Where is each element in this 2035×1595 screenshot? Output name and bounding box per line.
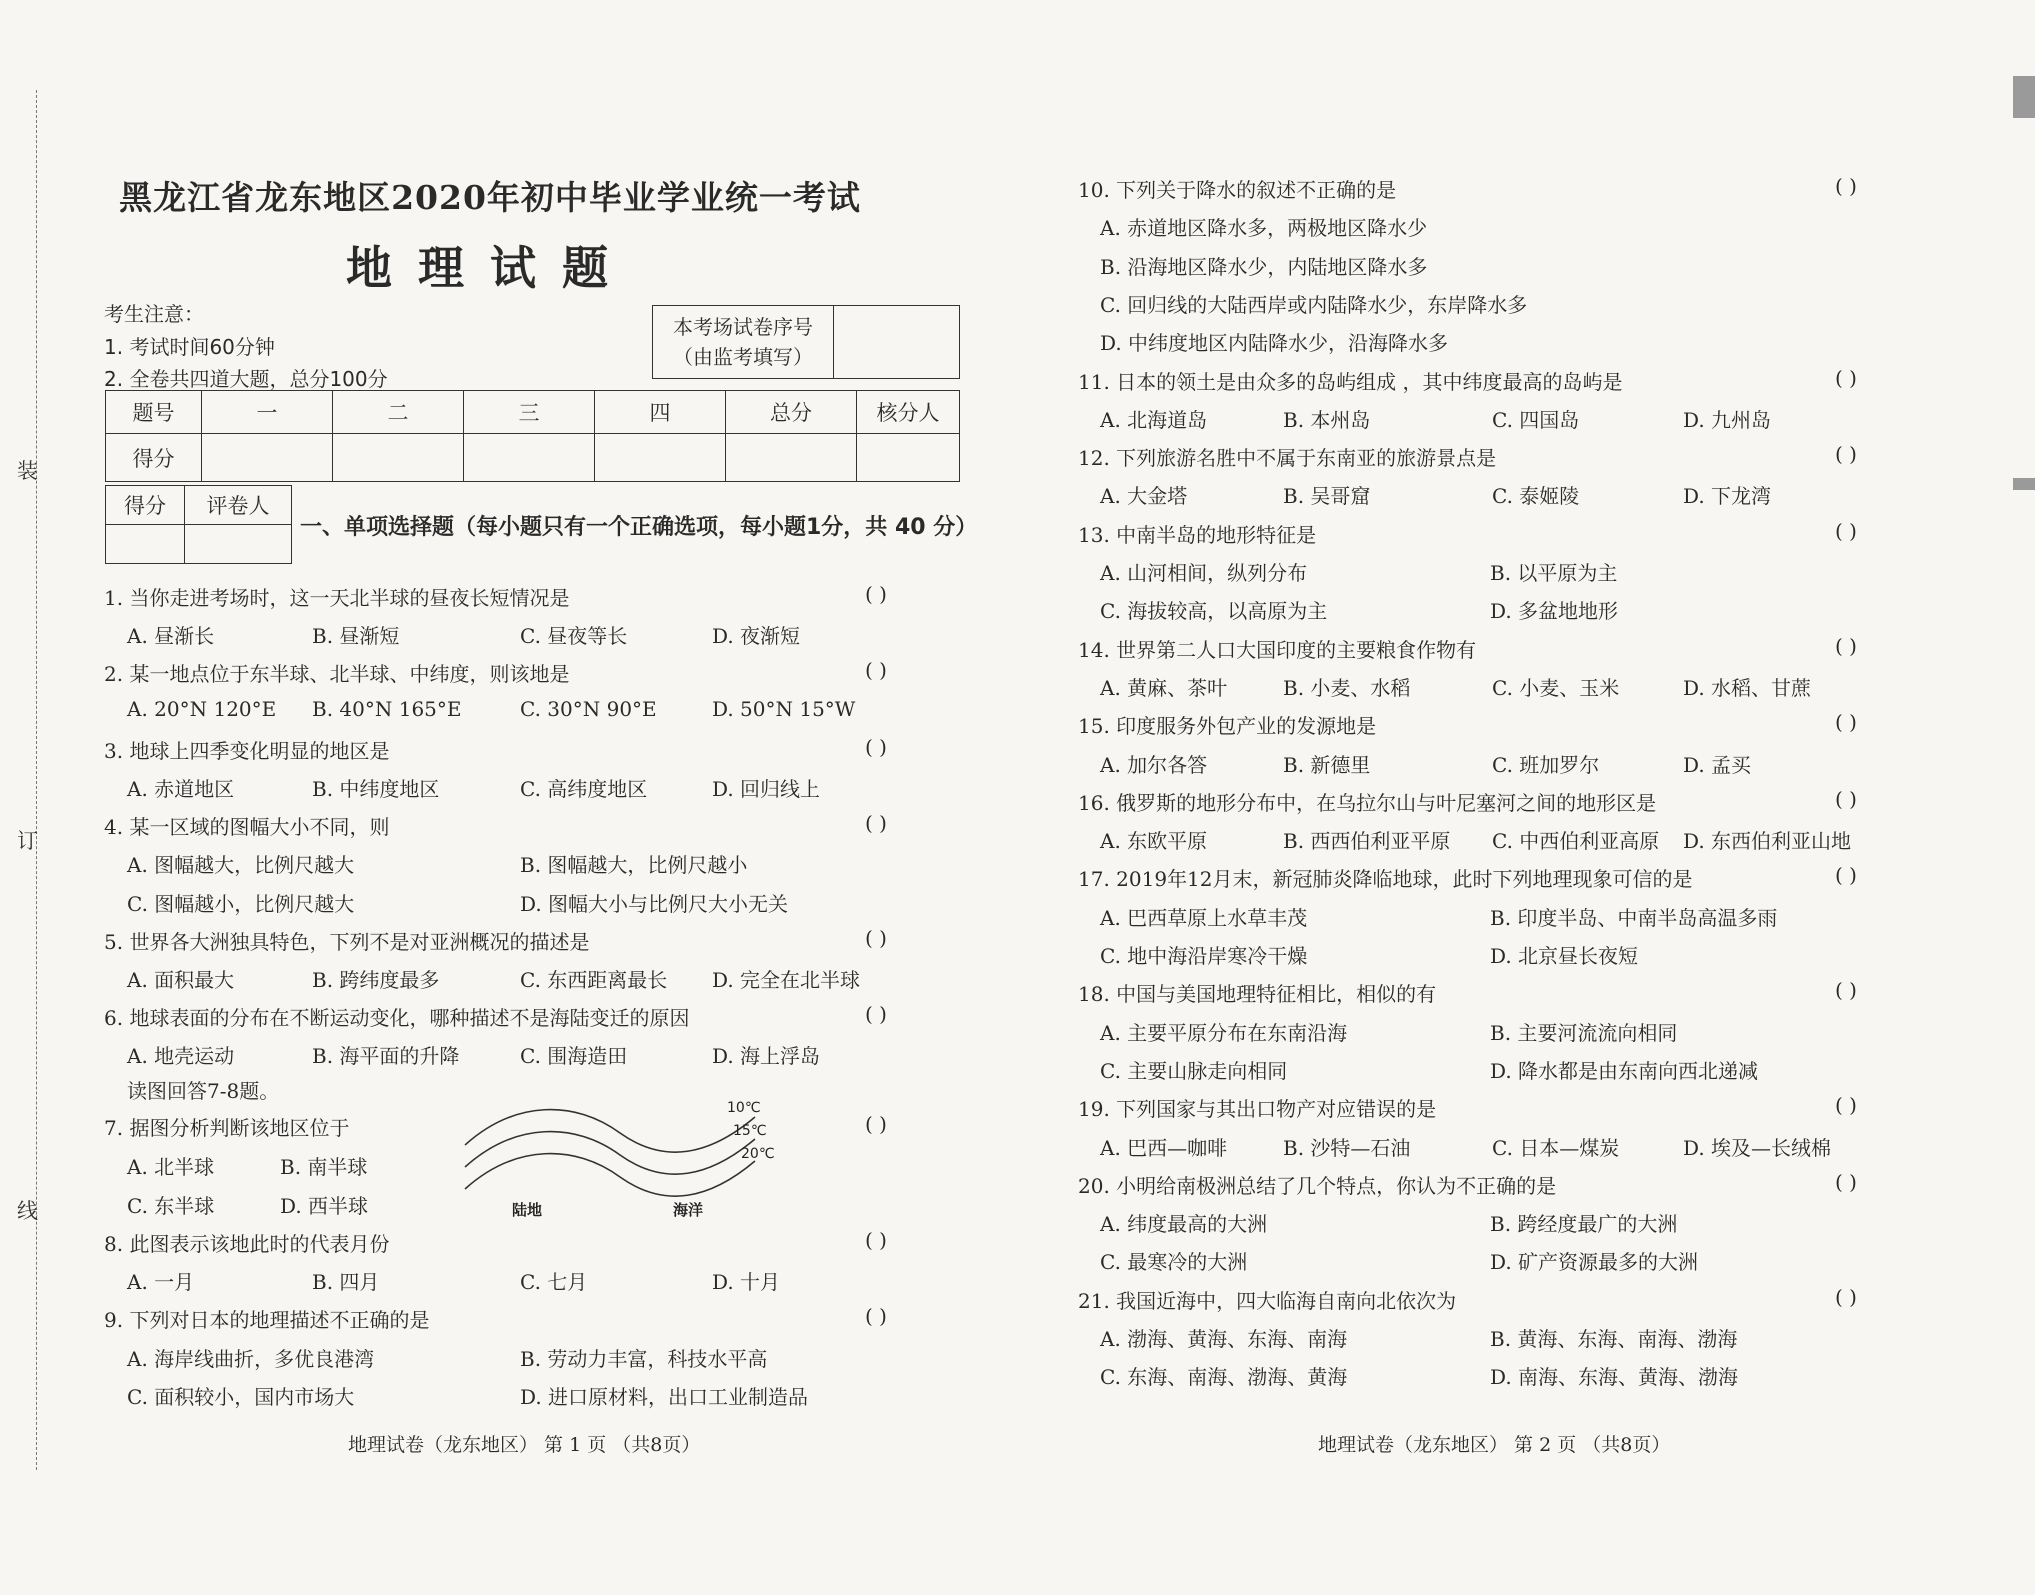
question-stem-8: 8. 此图表示该地此时的代表月份 (104, 1232, 390, 1256)
q8-option-b: B. 四月 (312, 1270, 380, 1294)
q1-option: B. 昼渐短 (312, 624, 400, 649)
score-table-header-row (106, 391, 960, 434)
right-page (1040, 0, 2035, 1595)
question-stem-20: 20. 小明给南极洲总结了几个特点，你认为不正确的是 (1078, 1173, 1557, 1198)
sea-label: 海洋 (673, 1201, 704, 1219)
q8-option-a: A. 一月 (127, 1270, 195, 1294)
answer-blank-11[interactable]: ( ) (1835, 365, 1857, 390)
q3-option: A. 赤道地区 (127, 777, 235, 801)
q18-option: D. 降水都是由东南向西北递减 (1490, 1058, 1759, 1083)
isotherm-line-15 (465, 1132, 755, 1175)
question-stem-14: 14. 世界第二人口大国印度的主要粮食作物有 (1078, 637, 1477, 662)
q1-option: A. 昼渐长 (127, 624, 215, 649)
q11-option: C. 四国岛 (1492, 407, 1580, 432)
binding-char-xian: 线 (17, 1199, 38, 1223)
question-stem-6: 6. 地球表面的分布在不断运动变化，哪种描述不是海陆变迁的原因 (104, 1006, 690, 1031)
q21-option: D. 南海、东海、黄海、渤海 (1490, 1365, 1739, 1390)
isotherm-line-20 (465, 1154, 755, 1197)
question-stem-13: 13. 中南半岛的地形特征是 (1078, 522, 1317, 547)
q10-option: B. 沿海地区降水少，内陆地区降水多 (1100, 254, 1428, 279)
grader-table (105, 485, 292, 564)
question-stem-1: 1. 当你走进考场时，这一天北半球的昼夜长短情况是 (104, 586, 570, 610)
exam-title: 黑龙江省龙东地区2020年初中毕业学业统一考试 (119, 178, 861, 217)
q2-option: A. 20°N 120°E (127, 696, 277, 721)
footer-page-2: 地理试卷（龙东地区） 第 2 页 （共8页） (1318, 1434, 1671, 1456)
score-row-label: 得分 (106, 434, 202, 482)
q14-option: D. 水稻、甘蔗 (1683, 675, 1812, 700)
q19-option: D. 埃及—长绒棉 (1683, 1135, 1832, 1160)
q16-option: B. 西西伯利亚平原 (1283, 829, 1451, 854)
isotherm-figure (455, 1095, 795, 1225)
q3-option: D. 回归线上 (712, 777, 821, 801)
q12-option: D. 下龙湾 (1683, 484, 1772, 509)
exam-code-box (652, 305, 960, 379)
answer-blank-8[interactable]: ( ) (865, 1228, 887, 1252)
q10-option: C. 回归线的大陆西岸或内陆降水少，东岸降水多 (1100, 292, 1528, 317)
grader-reviewer-cell[interactable] (185, 525, 292, 564)
score-table-score-row (106, 434, 960, 482)
q5-option: D. 完全在北半球 (712, 968, 861, 992)
code-box-value[interactable] (834, 306, 960, 379)
q10-option: A. 赤道地区降水多，两极地区降水少 (1100, 216, 1428, 241)
q20-option: A. 纬度最高的大洲 (1100, 1212, 1268, 1237)
score-cell[interactable] (857, 434, 960, 482)
q6-option: C. 围海造田 (520, 1044, 628, 1069)
q1-option: D. 夜渐短 (712, 624, 801, 649)
grader-score-cell[interactable] (106, 525, 185, 564)
edge-tab (2013, 76, 2035, 118)
q13-option: D. 多盆地地形 (1490, 599, 1619, 624)
notice-item-1: 1. 考试时间60分钟 (104, 335, 275, 359)
subject-title: 地理试题 (346, 241, 634, 295)
grader-header-score: 得分 (106, 486, 185, 525)
q11-option: D. 九州岛 (1683, 407, 1772, 432)
q17-option: A. 巴西草原上水草丰茂 (1100, 905, 1308, 930)
binding-char-ding: 订 (17, 829, 38, 853)
q13-option: B. 以平原为主 (1490, 561, 1618, 585)
q6-option: B. 海平面的升降 (312, 1044, 460, 1069)
q14-option: C. 小麦、玉米 (1492, 675, 1620, 700)
score-header-cell: 四 (595, 391, 726, 434)
q17-option: D. 北京昼长夜短 (1490, 944, 1639, 968)
notice-heading: 考生注意： (104, 302, 204, 326)
q13-option: C. 海拔较高，以高原为主 (1100, 599, 1328, 624)
answer-blank-4[interactable]: ( ) (865, 811, 887, 836)
question-stem-15: 15. 印度服务外包产业的发源地是 (1078, 714, 1377, 739)
notice-item-2: 2. 全卷共四道大题，总分100分 (104, 367, 388, 391)
q4-option: D. 图幅大小与比例尺大小无关 (520, 891, 789, 916)
score-header-cell: 总分 (726, 391, 857, 434)
q16-option: D. 东西伯利亚山地 (1683, 829, 1852, 854)
q2-option: B. 40°N 165°E (312, 696, 462, 721)
read-figure-instruction: 读图回答7-8题。 (127, 1079, 280, 1103)
answer-blank-6[interactable]: ( ) (865, 1002, 887, 1027)
answer-blank-12[interactable]: ( ) (1835, 442, 1857, 467)
question-stem-2: 2. 某一地点位于东半球、北半球、中纬度，则该地是 (104, 662, 570, 687)
isotherm-line-10 (465, 1110, 755, 1153)
q3-option: B. 中纬度地区 (312, 777, 440, 801)
answer-blank-21[interactable]: ( ) (1835, 1284, 1857, 1309)
q8-option-c: C. 七月 (520, 1270, 588, 1294)
code-box-label-1: 本考场试卷序号 (673, 315, 813, 339)
q9-option-b: B. 劳动力丰富，科技水平高 (520, 1347, 768, 1371)
isotherm-label-15: 15℃ (733, 1123, 767, 1139)
q12-option: B. 吴哥窟 (1283, 484, 1371, 509)
question-stem-21: 21. 我国近海中，四大临海自南向北依次为 (1078, 1288, 1457, 1313)
score-header-cell: 一 (202, 391, 333, 434)
q18-option: C. 主要山脉走向相同 (1100, 1058, 1288, 1083)
answer-blank-19[interactable]: ( ) (1835, 1093, 1857, 1118)
score-cell[interactable] (202, 434, 333, 482)
q15-option: C. 班加罗尔 (1492, 752, 1600, 777)
q16-option: C. 中西伯利亚高原 (1492, 829, 1660, 854)
q16-option: A. 东欧平原 (1100, 829, 1208, 854)
q17-option: B. 印度半岛、中南半岛高温多雨 (1490, 905, 1778, 930)
q15-option: A. 加尔各答 (1100, 752, 1208, 777)
q17-option: C. 地中海沿岸寒冷干燥 (1100, 944, 1308, 968)
q18-option: B. 主要河流流向相同 (1490, 1020, 1678, 1045)
q15-option: D. 孟买 (1683, 752, 1752, 777)
grader-header-reviewer: 评卷人 (185, 486, 292, 525)
q18-option: A. 主要平原分布在东南沿海 (1100, 1020, 1348, 1045)
answer-blank-15[interactable]: ( ) (1835, 710, 1857, 735)
q21-option: A. 渤海、黄海、东海、南海 (1100, 1327, 1348, 1351)
score-header-cell: 三 (464, 391, 595, 434)
q5-option: A. 面积最大 (127, 968, 235, 992)
answer-blank-10[interactable]: ( ) (1835, 174, 1857, 198)
q19-option: C. 日本—煤炭 (1492, 1135, 1620, 1160)
q6-option: A. 地壳运动 (127, 1044, 235, 1069)
q4-option: C. 图幅越小，比例尺越大 (127, 891, 355, 916)
question-stem-11: 11. 日本的领土是由众多的岛屿组成 ，其中纬度最高的岛屿是 (1078, 369, 1623, 394)
q3-option: C. 高纬度地区 (520, 777, 648, 801)
question-stem-5: 5. 世界各大洲独具特色，下列不是对亚洲概况的描述是 (104, 929, 590, 954)
question-stem-12: 12. 下列旅游名胜中不属于东南亚的旅游景点是 (1078, 446, 1497, 471)
q19-option: A. 巴西—咖啡 (1100, 1135, 1228, 1160)
q7-option-b: B. 南半球 (280, 1155, 368, 1179)
score-header-cell: 二 (333, 391, 464, 434)
q7-option-d: D. 西半球 (280, 1194, 369, 1218)
question-stem-4: 4. 某一区域的图幅大小不同，则 (104, 815, 390, 840)
answer-blank-5[interactable]: ( ) (865, 925, 887, 950)
q13-option: A. 山河相间，纵列分布 (1100, 561, 1308, 585)
q9-option-a: A. 海岸线曲折，多优良港湾 (127, 1347, 375, 1371)
score-table (105, 390, 960, 482)
answer-blank-2[interactable]: ( ) (865, 658, 887, 683)
answer-blank-20[interactable]: ( ) (1835, 1169, 1857, 1194)
question-stem-7: 7. 据图分析判断该地区位于 (104, 1116, 350, 1140)
question-stem-3: 3. 地球上四季变化明显的地区是 (104, 738, 390, 763)
q11-option: A. 北海道岛 (1100, 407, 1208, 432)
land-label: 陆地 (512, 1201, 543, 1219)
binding-char-zhuang: 装 (17, 459, 38, 483)
q21-option: B. 黄海、东海、南海、渤海 (1490, 1327, 1738, 1351)
answer-blank-18[interactable]: ( ) (1835, 978, 1857, 1003)
question-stem-9: 9. 下列对日本的地理描述不正确的是 (104, 1308, 430, 1332)
binding-line (36, 90, 37, 1470)
answer-blank-13[interactable]: ( ) (1835, 518, 1857, 543)
answer-blank-16[interactable]: ( ) (1835, 786, 1857, 811)
question-stem-10: 10. 下列关于降水的叙述不正确的是 (1078, 178, 1397, 202)
q21-option: C. 东海、南海、渤海、黄海 (1100, 1365, 1348, 1390)
section-1-heading: 一、单项选择题（每小题只有一个正确选项，每小题1分，共 40 分） (300, 515, 978, 540)
q10-option: D. 中纬度地区内陆降水少，沿海降水多 (1100, 331, 1449, 356)
score-cell[interactable] (333, 434, 464, 482)
q14-option: A. 黄麻、茶叶 (1100, 675, 1228, 700)
q4-option: A. 图幅越大，比例尺越大 (127, 853, 355, 878)
q8-option-d: D. 十月 (712, 1270, 781, 1294)
footer-page-1: 地理试卷（龙东地区） 第 1 页 （共8页） (348, 1434, 701, 1456)
question-stem-16: 16. 俄罗斯的地形分布中，在乌拉尔山与叶尼塞河之间的地形区是 (1078, 790, 1657, 815)
q2-option: D. 50°N 15°W (712, 696, 856, 721)
q9-option-d: D. 进口原材料，出口工业制造品 (520, 1385, 809, 1409)
question-stem-19: 19. 下列国家与其出口物产对应错误的是 (1078, 1097, 1437, 1122)
q20-option: B. 跨经度最广的大洲 (1490, 1212, 1678, 1237)
answer-blank-7[interactable]: ( ) (865, 1112, 887, 1136)
q4-option: B. 图幅越大，比例尺越小 (520, 853, 748, 878)
q2-option: C. 30°N 90°E (520, 696, 657, 721)
isotherm-label-10: 10℃ (727, 1100, 761, 1116)
question-stem-18: 18. 中国与美国地理特征相比，相似的有 (1078, 982, 1437, 1007)
q12-option: C. 泰姬陵 (1492, 484, 1580, 509)
q14-option: B. 小麦、水稻 (1283, 675, 1411, 700)
q15-option: B. 新德里 (1283, 752, 1371, 777)
score-header-cell: 核分人 (857, 391, 960, 434)
isotherm-label-20: 20℃ (741, 1146, 775, 1162)
q9-option-c: C. 面积较小，国内市场大 (127, 1385, 355, 1409)
q12-option: A. 大金塔 (1100, 484, 1188, 509)
score-header-cell: 题号 (106, 391, 202, 434)
score-cell[interactable] (595, 434, 726, 482)
q7-option-c: C. 东半球 (127, 1194, 215, 1218)
answer-blank-14[interactable]: ( ) (1835, 633, 1857, 658)
q5-option: B. 跨纬度最多 (312, 968, 440, 992)
q7-option-a: A. 北半球 (127, 1155, 215, 1179)
q5-option: C. 东西距离最长 (520, 968, 668, 992)
code-box-label-2: （由监考填写） (673, 345, 813, 369)
answer-blank-17[interactable]: ( ) (1835, 863, 1857, 888)
q11-option: B. 本州岛 (1283, 407, 1371, 432)
score-cell[interactable] (726, 434, 857, 482)
question-stem-17: 17. 2019年12月末，新冠肺炎降临地球，此时下列地理现象可信的是 (1078, 867, 1693, 892)
answer-blank-9[interactable]: ( ) (865, 1304, 887, 1328)
q19-option: B. 沙特—石油 (1283, 1135, 1411, 1160)
score-cell[interactable] (464, 434, 595, 482)
edge-tab (2013, 478, 2035, 490)
answer-blank-1[interactable]: ( ) (865, 582, 887, 606)
q20-option: D. 矿产资源最多的大洲 (1490, 1250, 1699, 1275)
answer-blank-3[interactable]: ( ) (865, 734, 887, 759)
q20-option: C. 最寒冷的大洲 (1100, 1250, 1248, 1275)
q1-option: C. 昼夜等长 (520, 624, 628, 649)
q6-option: D. 海上浮岛 (712, 1044, 821, 1069)
